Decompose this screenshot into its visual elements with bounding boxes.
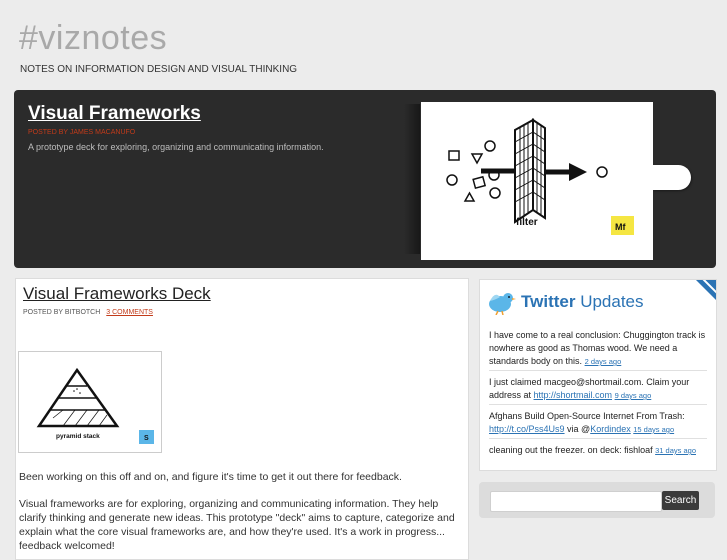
search-widget — [479, 482, 715, 518]
divider — [489, 438, 707, 439]
tweet-link[interactable]: http://shortmail.com — [533, 390, 613, 400]
divider — [489, 370, 707, 371]
tweet: I have come to a real conclusion: Chuggington track is nowhere as good as Thomas wood. We need a standards body on this. 2 days ago — [489, 330, 706, 366]
comments-link[interactable]: 3 COMMENTS — [106, 309, 153, 316]
tweet-time-link[interactable]: 9 days ago — [614, 391, 652, 400]
post-paragraph: Visual frameworks are for exploring, organizing and communicating information. They help clarify thinking and generate new ideas. This prototype "deck" aims to capture, categorize and explain what the core visual frameworks are, and how they're used. It's a work in progress... feedback welcomed! — [19, 498, 455, 552]
tweet-link[interactable]: http://t.co/Pss4Us9 — [489, 424, 565, 434]
circle-shape — [485, 141, 495, 151]
tweet-time-link[interactable]: 31 days ago — [655, 446, 696, 455]
post-paragraph: Been working on this off and on, and figure it's time to get it out there for feedback. — [19, 471, 402, 483]
circle-shape — [597, 167, 607, 177]
search-input[interactable] — [490, 491, 662, 512]
arrow-head — [569, 163, 587, 181]
featured-title[interactable]: Visual Frameworks — [28, 103, 201, 124]
post-title[interactable]: Visual Frameworks Deck — [23, 284, 211, 303]
divider — [489, 404, 707, 405]
post-author: POSTED BY BITBOTCH — [23, 309, 101, 316]
triangle-shape — [465, 193, 474, 201]
mf-badge-label: Mf — [615, 222, 626, 232]
filter-label: filter — [516, 217, 538, 228]
corner-ribbon — [695, 279, 717, 301]
search-button[interactable]: Search — [662, 491, 699, 510]
square-shape — [449, 151, 459, 160]
tweet: I just claimed macgeo@shortmail.com. Claim your address at http://shortmail.com 9 days ago — [489, 377, 690, 400]
tweet: cleaning out the freezer. on deck: fishloaf 31 days ago — [489, 445, 696, 455]
twitter-bird-icon — [486, 289, 516, 315]
site-description: NOTES ON INFORMATION DESIGN AND VISUAL THINKING — [20, 64, 298, 75]
pyramid-stack-caption: pyramid stack — [56, 433, 100, 440]
tweet-mention[interactable]: Kordindex — [590, 424, 631, 434]
site-title[interactable]: #viznotes — [19, 19, 168, 57]
pyramid-stack-image — [19, 352, 161, 452]
post-meta — [23, 309, 153, 316]
post-thumbnail[interactable] — [18, 351, 162, 453]
circle-shape — [490, 188, 500, 198]
tweet-time-link[interactable]: 2 days ago — [584, 357, 622, 366]
tweet: Afghans Build Open-Source Internet From Trash: http://t.co/Pss4Us9 via @Kordindex 15 days ago — [489, 411, 685, 434]
featured-image-shadow — [404, 104, 420, 254]
s-badge-label: S — [144, 435, 149, 442]
featured-byline: POSTED BY JAMES MACANUFO — [28, 129, 136, 136]
twitter-widget-title: Twitter Updates — [521, 292, 644, 311]
circle-shape — [447, 175, 457, 185]
featured-image[interactable] — [421, 102, 653, 260]
square-shape — [473, 177, 485, 188]
tweet-time-link[interactable]: 15 days ago — [633, 425, 675, 434]
twitter-widget — [479, 279, 717, 471]
slider-tab[interactable] — [653, 165, 691, 190]
filter-diagram — [421, 102, 653, 260]
featured-post — [14, 90, 716, 268]
triangle-shape — [472, 154, 482, 163]
post-article — [15, 278, 469, 560]
filter-grid — [515, 120, 545, 222]
featured-excerpt: A prototype deck for exploring, organizing and communicating information. — [28, 142, 324, 152]
